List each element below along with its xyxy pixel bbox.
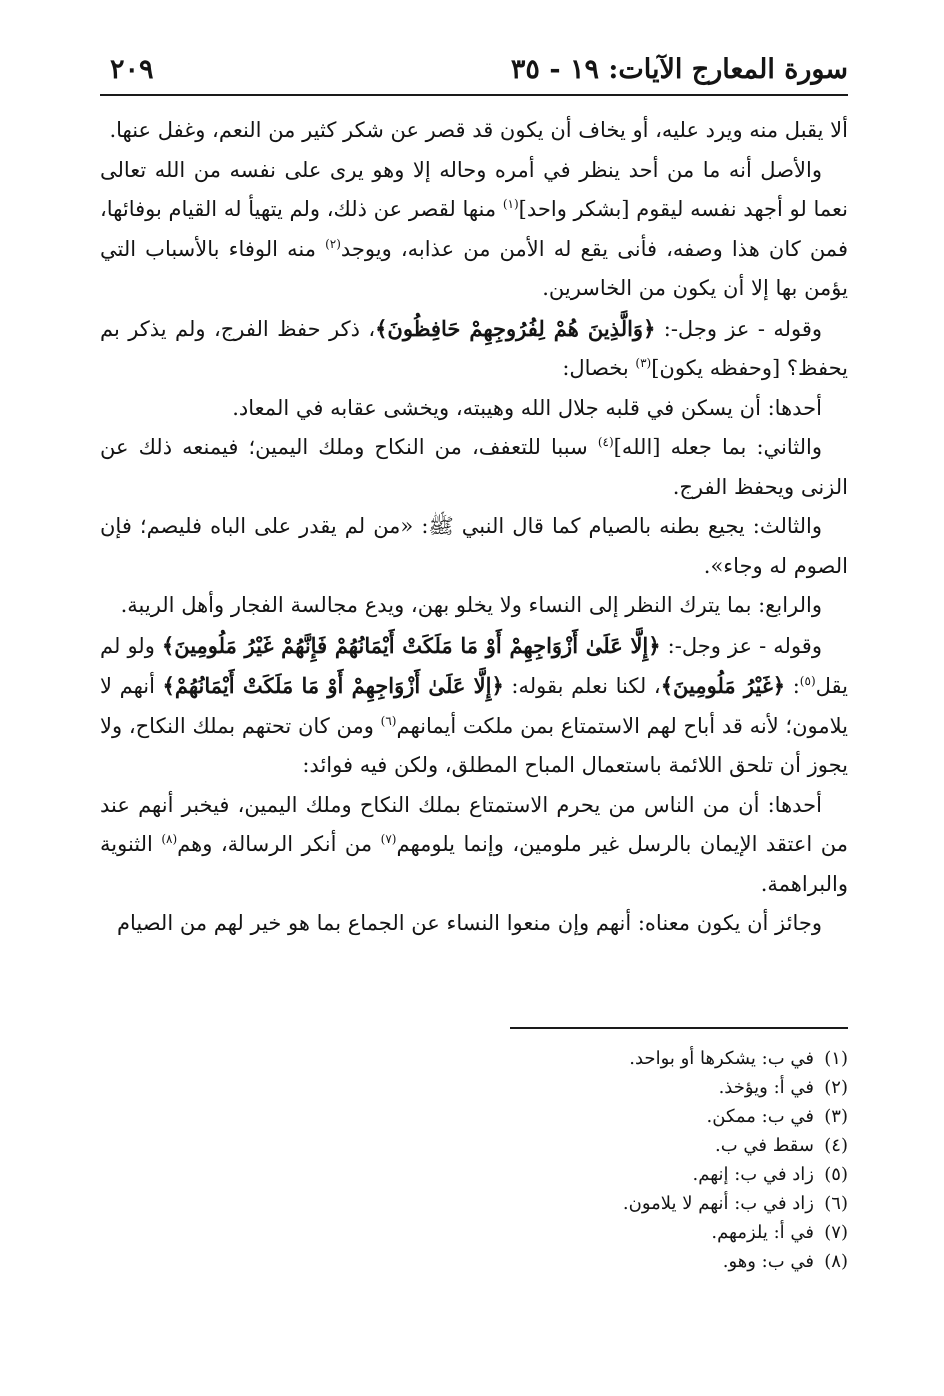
footnote-marker: (٥) [799,674,816,688]
quran-quote: ﴿إِلَّا عَلَىٰ أَزْوَاجِهِمْ أَوْ مَا مَلَكَتْ أَيْمَانُهُمْ﴾ [162,673,504,698]
footnote-divider [510,1027,848,1029]
paragraph [100,786,848,905]
footnote-number: (١) [824,1048,848,1069]
text-run: بخصال: [562,356,636,380]
text-run: : [785,674,800,698]
page-header [100,48,848,96]
footnote-text: في ب: يشكرها أو بواحد. [629,1048,814,1069]
text-run: من أنكر الرسالة، وهم [177,832,381,856]
text-run: والثالث: يجيع بطنه بالصيام كما قال النبي ﷺ: «من لم يقدر على الباه فليصم؛ فإن الصوم له وجاء». [100,514,848,578]
text-run: وقوله - عز وجل-: [660,633,822,658]
footnote [100,1102,848,1131]
footnote-text: في أ: ويؤخذ. [718,1077,814,1098]
text-run: والأصل أنه ما من أحد ينظر في أمره وحاله إلا وهو يرى على نفسه من الله تعالى نعما لو أجهد نفسه ليقوم [بشكر واحد] [100,157,848,221]
paragraph [100,586,848,626]
quran-quote: ﴿إِلَّا عَلَىٰ أَزْوَاجِهِمْ أَوْ مَا مَلَكَتْ أَيْمَانُهُمْ فَإِنَّهُمْ غَيْرُ مَلُومِينَ﴾ [161,632,661,658]
footnote-number: (٥) [824,1164,848,1185]
paragraph [100,389,848,429]
footnote [100,1218,848,1247]
footnote-text: سقط في ب. [715,1135,814,1156]
footnote-text: زاد في ب: إنهم. [692,1164,814,1185]
quran-quote: ﴿غَيْرُ مَلُومِينَ﴾ [660,673,786,698]
footnote [100,1189,848,1218]
footnote [100,1131,848,1160]
footnote-text: زاد في ب: أنهم لا يلامون. [622,1193,814,1214]
main-text [100,111,848,944]
footnote-marker: (٧) [380,832,397,846]
text-run: منها لقصر عن ذلك، ولم يتهيأ له القيام بوفائها، فمن كان هذا وصفه، فأنى يقع له الأمن من عذابه، ويوجد [100,197,848,261]
footnote-marker: (٤) [597,435,614,449]
footnote-marker: (٨) [161,832,178,846]
footnote-text: في ب: ممكن. [706,1106,814,1127]
footnote-number: (٧) [824,1222,848,1243]
paragraph [100,309,848,389]
text-run: ولو لم يقل [100,633,848,698]
paragraph [100,507,848,586]
footnote-number: (٤) [824,1135,848,1156]
text-run: منه الوفاء بالأسباب التي يؤمن بها إلا أن يكون من الخاسرين. [100,236,848,300]
footnote [100,1247,848,1276]
footnote-marker: (١) [502,197,519,211]
text-run: وجائز أن يكون معناه: أنهم وإن منعوا النساء عن الجماع بما هو خير لهم من الصيام [116,911,822,935]
page-number: ٢٠٩ [110,54,154,85]
text-run: سببا للتعفف، من النكاح وملك اليمين؛ فيمنعه ذلك عن الزنى ويحفظ الفرج. [100,435,848,499]
paragraph [100,626,848,786]
footnote-marker: (٢) [325,236,341,251]
footnote-number: (٦) [824,1193,848,1214]
footnote-number: (٨) [824,1251,848,1272]
paragraph [100,111,848,151]
text-run: ألا يقبل منه ويرد عليه، أو يخاف أن يكون قد قصر عن شكر كثير من النعم، وغفل عنها. [109,118,848,142]
footnote-number: (٢) [824,1077,848,1098]
text-run: وقوله - عز وجل-: [655,316,823,341]
paragraph [100,151,848,309]
text-run: والرابع: بما يترك النظر إلى النساء ولا يخلو بهن، ويدع مجالسة الفجار وأهل الريبة. [120,593,822,617]
footnote [100,1160,848,1189]
footnote-marker: (٦) [380,713,397,728]
quran-quote: ﴿وَالَّذِينَ هُمْ لِفُرُوجِهِمْ حَافِظُونَ﴾ [375,315,656,341]
footnote [100,1073,848,1102]
running-title: سورة المعارج الآيات: ١٩ - ٣٥ [510,54,848,85]
text-run: أحدها: أن من الناس من يحرم الاستمتاع بملك النكاح وملك اليمين، فيخبر أنهم عند من اعتقد الإيمان بالرسل غير ملومين، وإنما يلومهم [100,792,848,856]
text-run: الثنوية والبراهمة. [100,832,848,896]
footnote-marker: (٣) [635,356,652,370]
paragraph [100,428,848,507]
footnote-text: في أ: يلزمهم. [711,1222,814,1243]
text-run: والثاني: بما جعله [الله] [613,435,822,459]
footnote [100,1044,848,1073]
paragraph [100,904,848,944]
text-run: ومن كان تحتهم بملك النكاح، ولا يجوز أن تلحق اللائمة باستعمال المباح المطلق، ولكن فيه فوائد: [100,713,848,777]
footnote-text: في ب: وهو. [722,1251,814,1272]
footnotes [100,1044,848,1276]
text-run: أحدها: أن يسكن في قلبه جلال الله وهيبته، ويخشى عقابه في المعاد. [232,395,822,420]
footnote-number: (٣) [824,1106,848,1127]
text-run: ، ذكر حفظ الفرج، ولم يذكر بم يحفظ؟ [وحفظه يكون] [100,316,848,380]
text-run: ، لكنا نعلم بقوله: [503,674,661,698]
text-run: أنهم لا يلامون؛ لأنه قد أباح لهم الاستمتاع بمن ملكت أيمانهم [100,674,848,738]
